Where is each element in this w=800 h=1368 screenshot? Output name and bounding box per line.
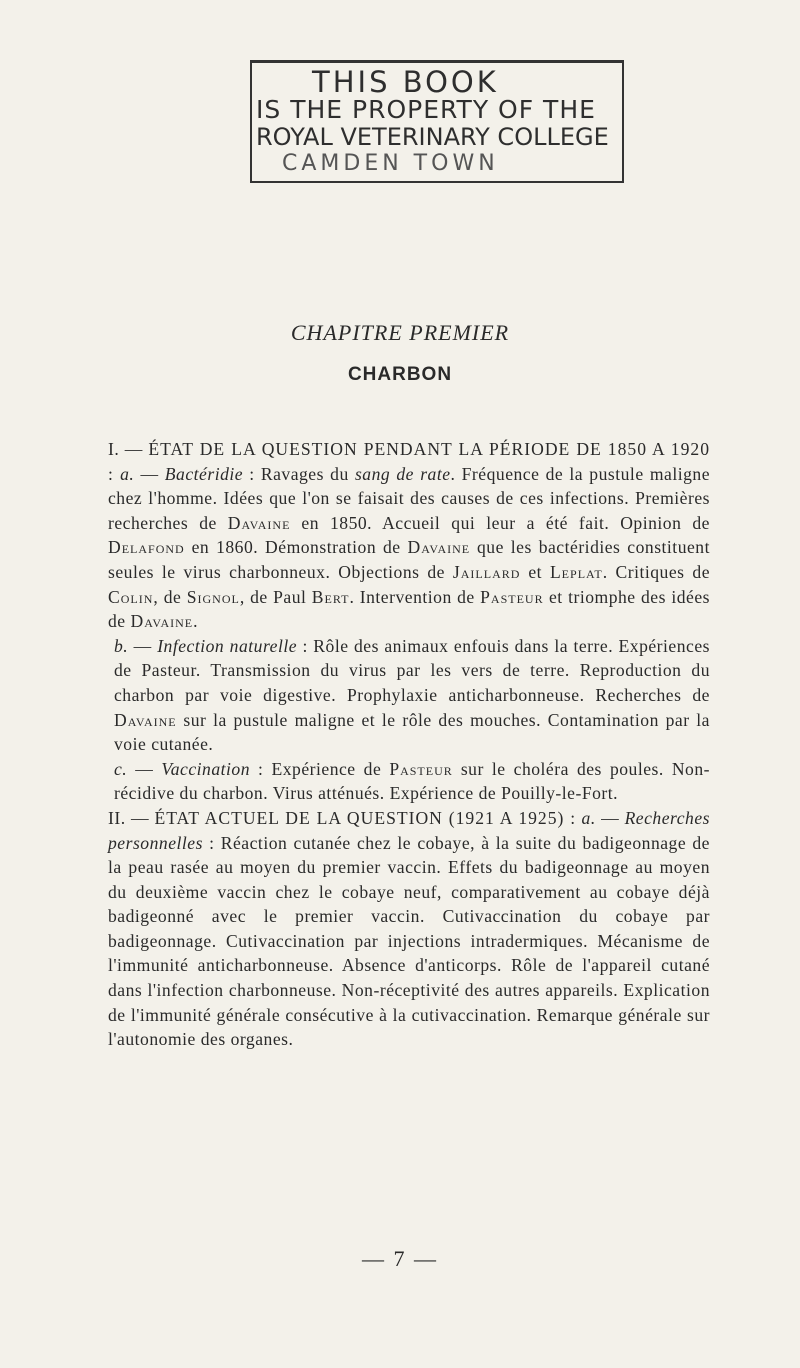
text: et (520, 561, 550, 582)
author-name: Delafond (108, 537, 185, 558)
text: en 1850. Accueil qui leur a été fait. Opinion de (290, 512, 710, 533)
chapter-summary (108, 437, 711, 1052)
page-number: — 7 — (362, 1246, 438, 1271)
item-title: Recherches personnelles (108, 807, 710, 853)
author-name: Colin (108, 586, 154, 607)
text: , de (153, 586, 187, 607)
item-letter: c. (114, 758, 128, 779)
text: , de Paul (239, 586, 312, 607)
item-letter: a. (120, 463, 135, 484)
stamp-line-3: ROYAL VETERINARY COLLEGE (256, 123, 609, 151)
chapter-title: CHAPITRE PREMIER (290, 320, 510, 345)
item-title: Vaccination (161, 758, 250, 779)
item-title: Infection naturelle (157, 635, 298, 656)
text: : Rôle des animaux enfouis dans la terre. Expériences de Pasteur. Transmission du virus par les vers de terre. Reproduction du charbon par voie digestive. Prophylaxie anticharbonneuse. Recherches de (114, 635, 710, 705)
italic-term: sang de rate (354, 463, 451, 484)
text: : Réaction cutanée chez le cobaye, à la suite du badigeonnage de la peau rasée au moyen du premier vaccin. Effets du badigeonnage au moyen du deuxième vaccin chez le cobaye neuf, comparativement au cobaye déjà badigeonné avec le premier vaccin. Cutivaccination du cobaye par badigeonnage. Cutivaccination par injections intradermiques. Mécanisme de l'immunité anticharbonneuse. Absence d'anticorps. Rôle de l'appareil cutané dans l'infection charbonneuse. Non-réceptivité des autres appareils. Explication de l'immunité générale consécutive à la cutivaccination. Remarque générale sur l'autonomie des organes. (108, 832, 710, 1050)
author-name: Signol (186, 586, 240, 607)
section-1-item-b (114, 634, 710, 757)
section-1-item-c (114, 757, 710, 806)
author-name: Davaine (114, 709, 177, 730)
dash: — (595, 807, 625, 828)
author-name: Pasteur (389, 758, 453, 779)
section-heading: CHARBON (347, 364, 453, 385)
dash: — (119, 439, 149, 459)
stamp-line-2: IS THE PROPERTY OF THE (256, 95, 596, 124)
author-name: Leplat (549, 561, 603, 582)
item-letter: a. (581, 807, 596, 828)
text: : Ravages du (243, 463, 355, 484)
dash: — (127, 758, 162, 779)
text: en 1860. Démonstration de (184, 537, 408, 558)
stamp-line-1: THIS BOOK (312, 65, 499, 99)
section-1-title: ÉTAT DE LA QUESTION PENDANT LA PÉRIODE DE 1850 A 1920 : (108, 439, 710, 484)
author-name: Pasteur (480, 586, 544, 607)
text: . Critiques de (602, 561, 711, 582)
library-stamp (250, 60, 624, 183)
author-name: Davaine (407, 537, 471, 558)
dash: — (134, 463, 165, 484)
author-name: Davaine (130, 611, 194, 632)
text: sur la pustule maligne et le rôle des mouches. Contamination par la voie cutanée. (114, 709, 710, 755)
text: sur le choléra des poules. Non-récidive du charbon. Virus atténués. Expérience de Pouilly-le-Fort. (114, 758, 710, 804)
section-1-heading (108, 437, 710, 634)
text: que les bactéridies constituent seules le virus charbonneux. Objections de (108, 537, 710, 582)
item-title: Bactéridie (164, 463, 244, 484)
text: . (193, 611, 199, 632)
text: et triomphe des idées de (108, 586, 710, 632)
item-letter: b. (114, 635, 129, 656)
section-2-title: ÉTAT ACTUEL DE LA QUESTION (1921 A 1925) : (154, 807, 577, 828)
text: . Fréquence de la pustule maligne chez l'homme. Idées que l'on se faisait des causes de ces infections. Premières recherches de (108, 463, 711, 533)
author-name: Bert (311, 586, 350, 607)
dash: — (128, 635, 158, 656)
section-2-number: II. (108, 807, 126, 828)
section-1-number: I. (108, 439, 120, 459)
section-2 (108, 806, 710, 1052)
author-name: Davaine (227, 512, 291, 533)
text: . Intervention de (349, 586, 481, 607)
author-name: Jaillard (452, 561, 521, 582)
stamp-line-4: CAMDEN TOWN (282, 151, 499, 176)
text: : Expérience de (250, 758, 390, 779)
dash: — (125, 807, 155, 828)
